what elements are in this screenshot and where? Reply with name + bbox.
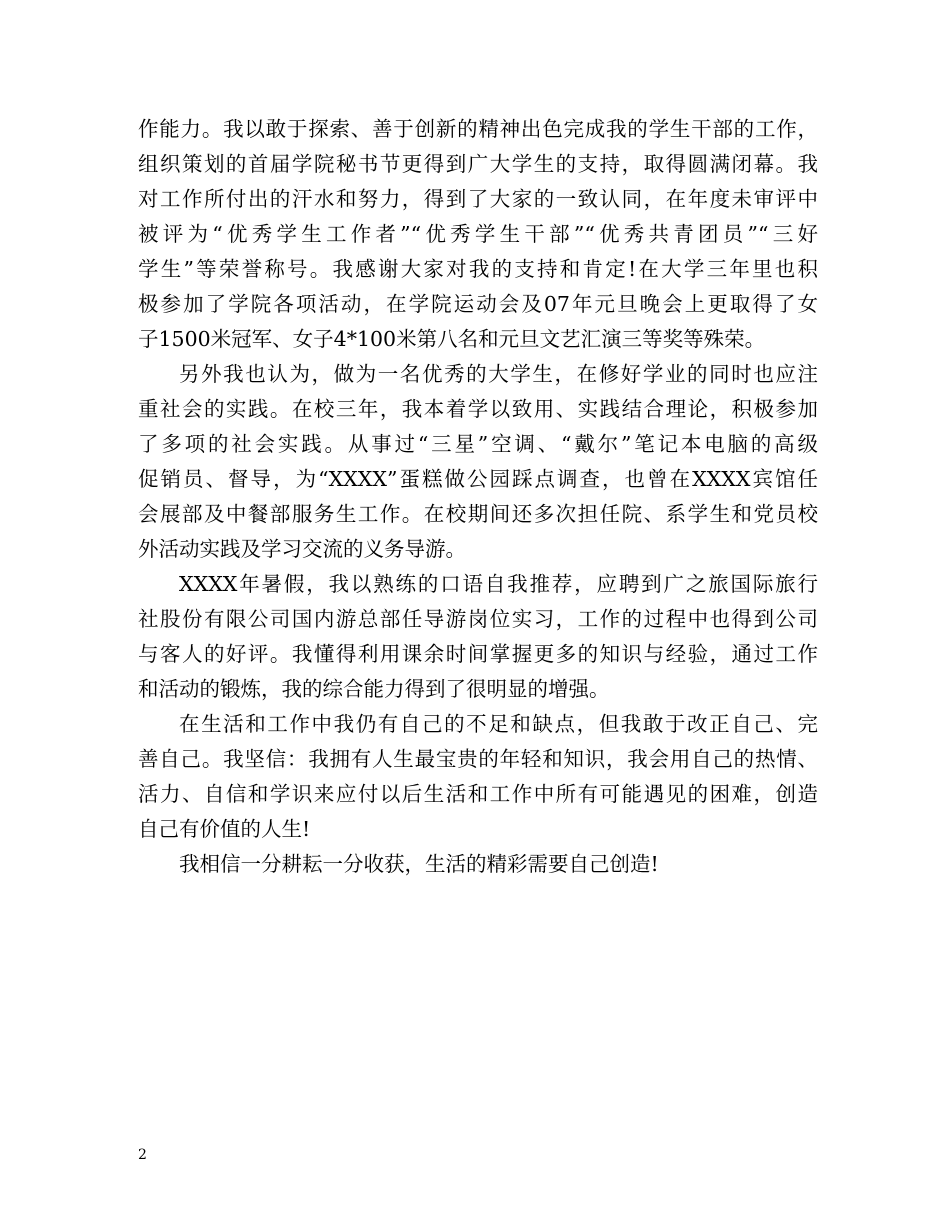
paragraph-line: 善自己。我坚信：我拥有人生最宝贵的年轻和知识，我会用自己的热情、: [138, 747, 818, 771]
paragraph: [138, 847, 818, 882]
paragraph-line: XXXX年暑假，我以熟练的口语自我推荐，应聘到广之旅国际旅行: [179, 572, 818, 596]
paragraph-line: 作能力。我以敢于探索、善于创新的精神出色完成我的学生干部的工作，: [138, 117, 818, 141]
paragraph-line: 了多项的社会实践。从事过“三星”空调、“戴尔”笔记本电脑的高级: [138, 432, 818, 456]
paragraph-line: 活力、自信和学识来应付以后生活和工作中所有可能遇见的困难，创造: [138, 782, 818, 806]
paragraph-line: 学生”等荣誉称号。我感谢大家对我的支持和肯定!在大学三年里也积: [138, 257, 818, 281]
paragraph-line: 在生活和工作中我仍有自己的不足和缺点，但我敢于改正自己、完: [179, 712, 818, 736]
paragraph-line: 与客人的好评。我懂得利用课余时间掌握更多的知识与经验，通过工作: [138, 642, 818, 666]
paragraph-line: 重社会的实践。在校三年，我本着学以致用、实践结合理论，积极参加: [138, 397, 818, 421]
paragraph-line: 极参加了学院各项活动，在学院运动会及07年元旦晚会上更取得了女: [138, 292, 818, 316]
page-number: 2: [138, 1147, 147, 1163]
paragraph-line: 被评为“优秀学生工作者”“优秀学生干部”“优秀共青团员”“三好: [138, 222, 818, 246]
paragraph: [138, 707, 818, 847]
paragraph-line: 组织策划的首届学院秘书节更得到广大学生的支持，取得圆满闭幕。我: [138, 152, 818, 176]
paragraph-line: 和活动的锻炼，我的综合能力得到了很明显的增强。: [138, 677, 610, 701]
paragraph-line: 子1500米冠军、女子4*100米第八名和元旦文艺汇演三等奖等殊荣。: [138, 327, 766, 351]
paragraph-line: 外活动实践及学习交流的义务导游。: [138, 537, 466, 561]
paragraph: [138, 357, 818, 567]
paragraph-line: 另外我也认为，做为一名优秀的大学生，在修好学业的同时也应注: [179, 362, 818, 386]
paragraph: [138, 112, 818, 357]
paragraph: [138, 567, 818, 707]
paragraph-line: 社股份有限公司国内游总部任导游岗位实习，工作的过程中也得到公司: [138, 607, 818, 631]
document-body: [138, 112, 818, 882]
paragraph-line: 自己有价值的人生!: [138, 817, 311, 841]
paragraph-line: 会展部及中餐部服务生工作。在校期间还多次担任院、系学生和党员校: [138, 502, 818, 526]
paragraph-line: 促销员、督导，为“XXXX”蛋糕做公园踩点调查，也曾在XXXX宾馆任: [138, 467, 818, 491]
paragraph-line: 对工作所付出的汗水和努力，得到了大家的一致认同，在年度未审评中: [138, 187, 818, 211]
paragraph-line: 我相信一分耕耘一分收获，生活的精彩需要自己创造!: [179, 852, 659, 876]
